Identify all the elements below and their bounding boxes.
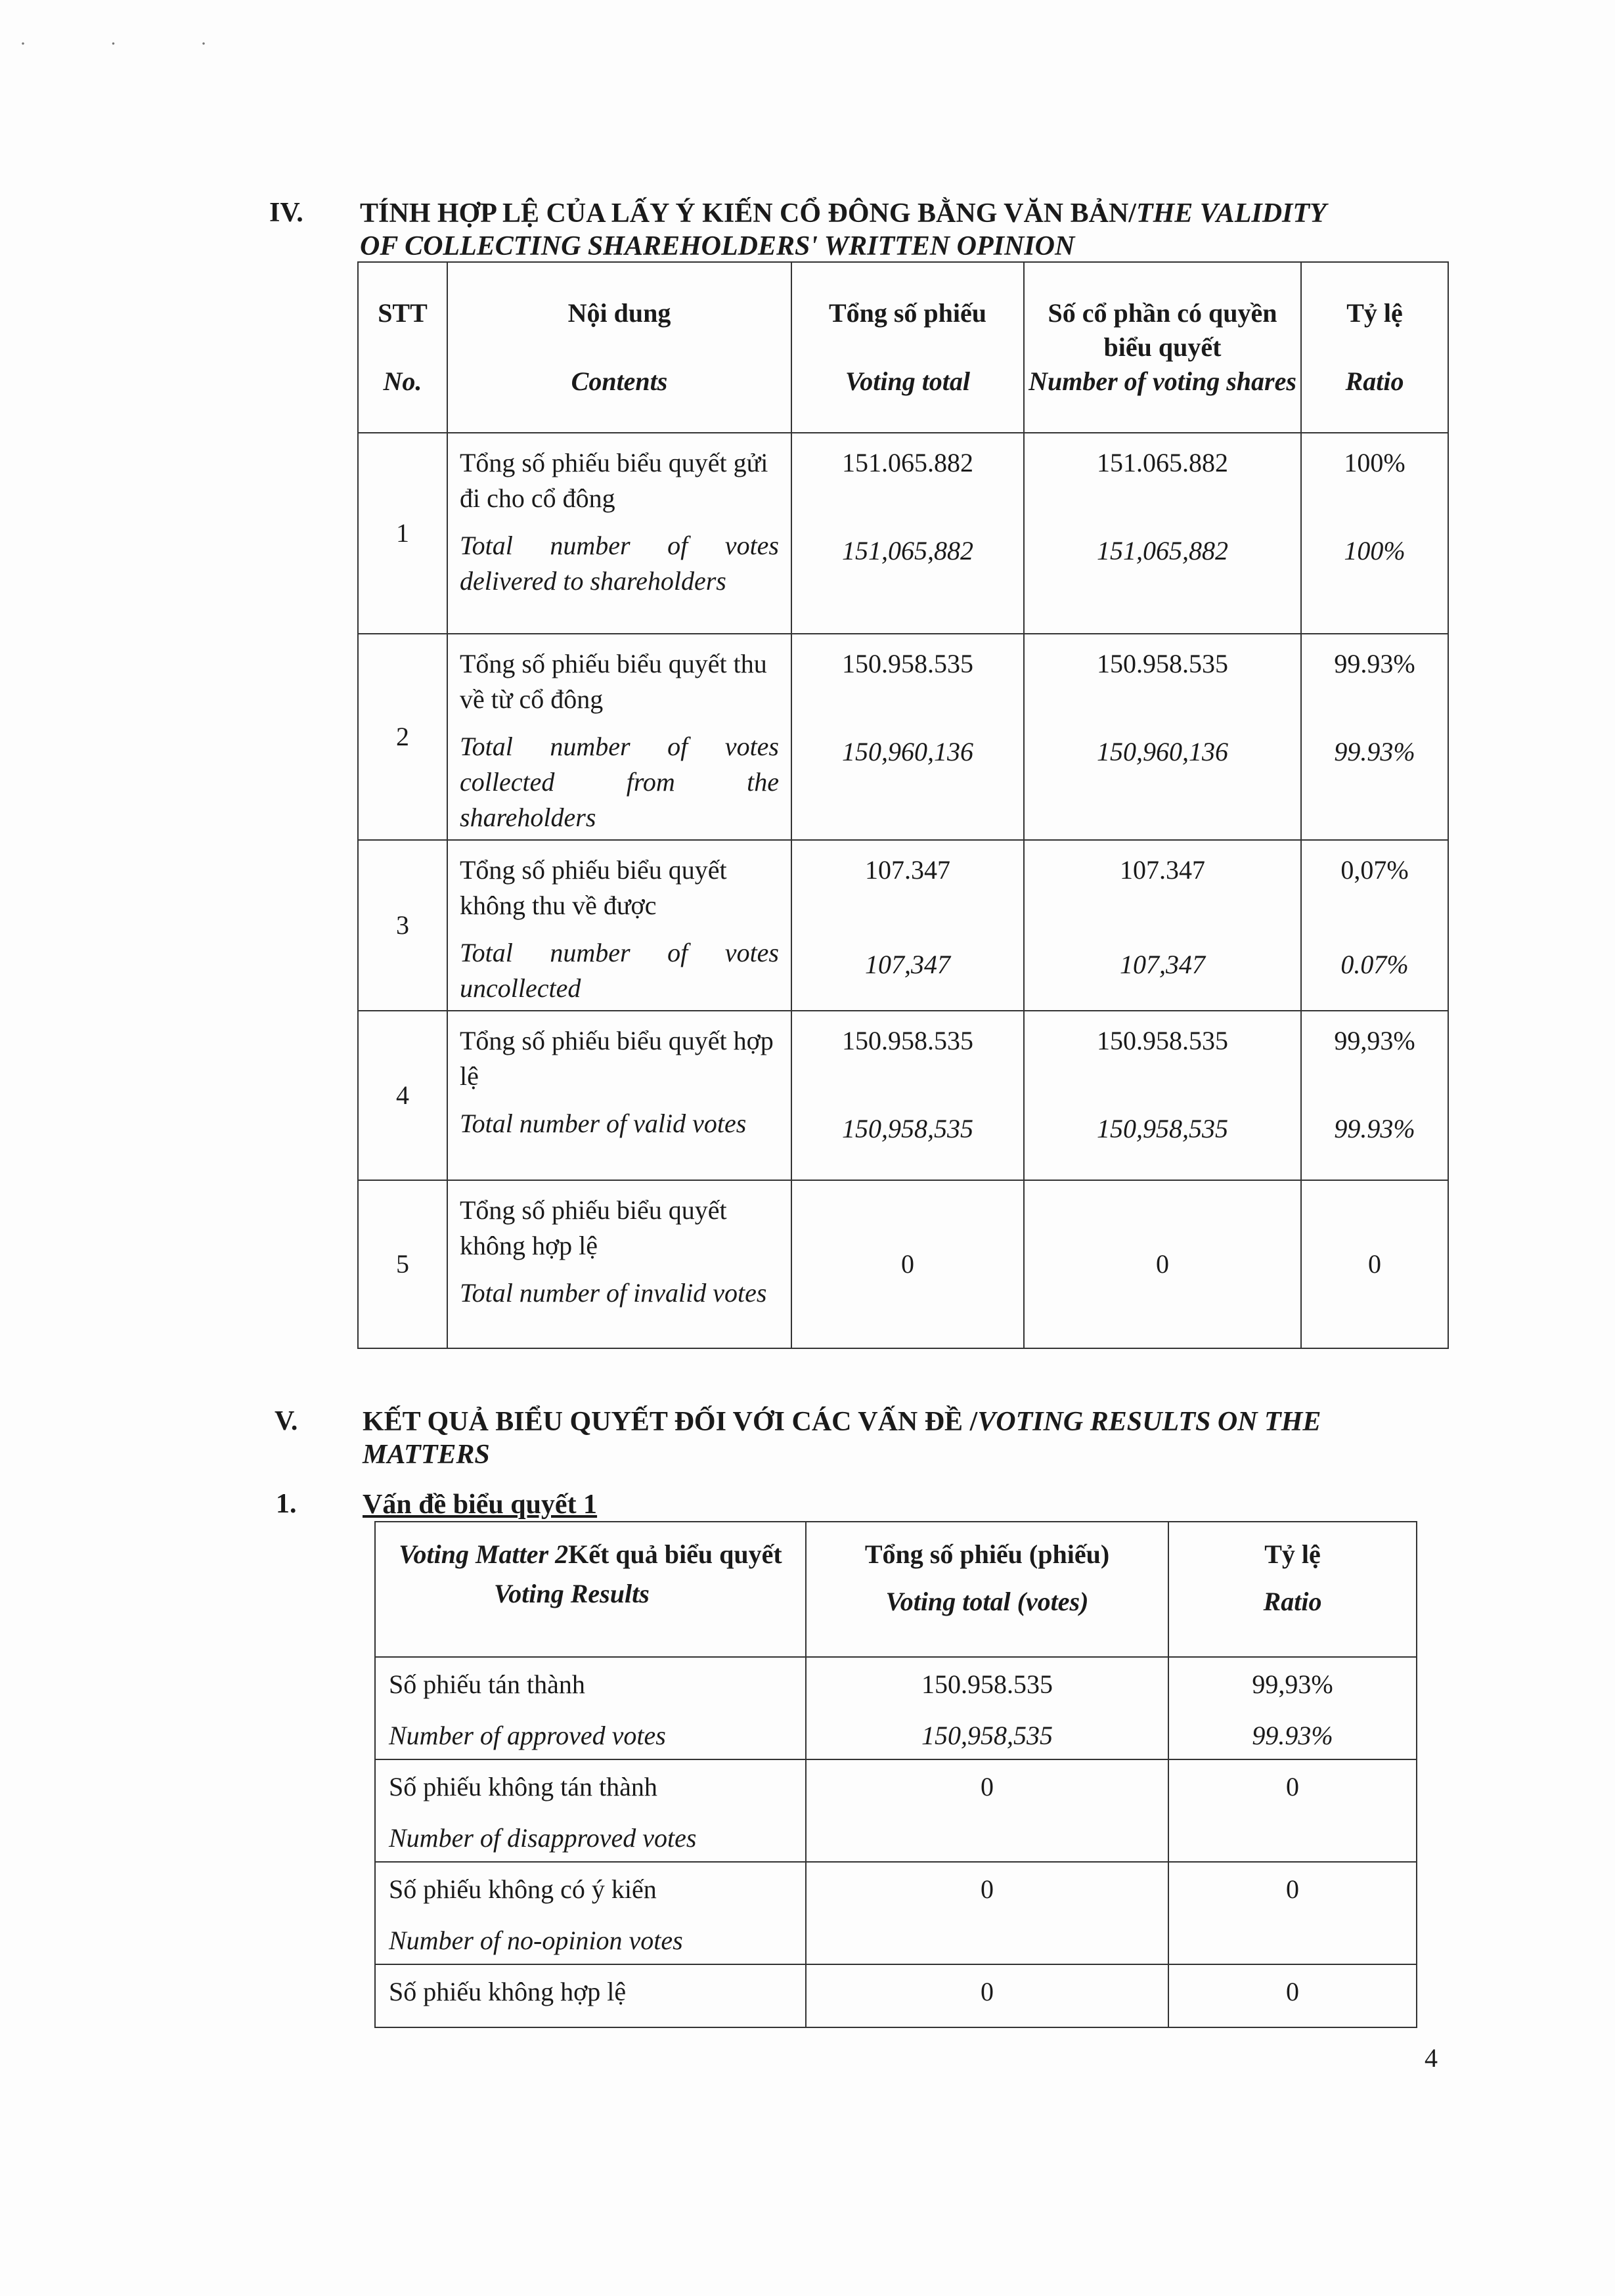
section-5-title-en-1: VOTING RESULTS ON THE — [977, 1407, 1321, 1437]
table-row — [358, 433, 1448, 634]
row-voting-total: 150.958.535 150,960,136 — [791, 634, 1024, 840]
table-row — [358, 634, 1448, 840]
table-row — [375, 1964, 1417, 2027]
row-voting-total: 150.958.535 150,958,535 — [806, 1657, 1168, 1759]
header-stt: STT No. — [358, 262, 447, 433]
row-label: Số phiếu không có ý kiến Number of no-opinion votes — [375, 1862, 806, 1964]
row-ratio: 0 — [1168, 1964, 1417, 2027]
row-content: Tổng số phiếu biểu quyết hợp lệ Total number of valid votes — [447, 1011, 791, 1180]
section-4-title-en-2: OF COLLECTING SHAREHOLDERS' WRITTEN OPINION — [360, 231, 1075, 261]
page-number: 4 — [1425, 2043, 1438, 2073]
row-voting-total: 0 — [806, 1759, 1168, 1862]
subsection-number: 1. — [276, 1489, 297, 1519]
results-header-row — [375, 1522, 1417, 1657]
row-content: Tổng số phiếu biểu quyết không hợp lệ Total number of invalid votes — [447, 1180, 791, 1348]
row-content: Tổng số phiếu biểu quyết không thu về được Total number of votes uncollected — [447, 840, 791, 1011]
section-5-number: V. — [275, 1406, 298, 1436]
validity-table — [357, 261, 1449, 1349]
row-voting-shares: 151.065.882 151,065,882 — [1024, 433, 1301, 634]
row-voting-shares: 150.958.535 150,960,136 — [1024, 634, 1301, 840]
row-ratio: 99.93% 99.93% — [1301, 634, 1448, 840]
row-voting-shares: 150.958.535 150,958,535 — [1024, 1011, 1301, 1180]
header-voting-total: Tổng số phiếu (phiếu) Voting total (votes) — [806, 1522, 1168, 1657]
header-voting-results: Voting Matter 2Kết quả biểu quyết Voting Results — [375, 1522, 806, 1657]
table-row — [358, 1180, 1448, 1348]
row-ratio: 0,07% 0.07% — [1301, 840, 1448, 1011]
section-5-title — [363, 1405, 1466, 1471]
row-number: 4 — [358, 1011, 447, 1180]
row-number: 1 — [358, 433, 447, 634]
section-5-title-en-2: MATTERS — [363, 1440, 490, 1470]
scan-marks: · · · — [20, 33, 246, 55]
row-label: Số phiếu không hợp lệ — [375, 1964, 806, 2027]
header-ratio: Tỷ lệ Ratio — [1168, 1522, 1417, 1657]
row-label: Số phiếu tán thành Number of approved votes — [375, 1657, 806, 1759]
row-content: Tổng số phiếu biểu quyết thu về từ cổ đông Total number of votes collected from the shareholders — [447, 634, 791, 840]
section-4-number: IV. — [269, 198, 303, 228]
row-voting-total: 150.958.535 150,958,535 — [791, 1011, 1024, 1180]
section-4-title-vi: TÍNH HỢP LỆ CỦA LẤY Ý KIẾN CỔ ĐÔNG BẰNG VĂN BẢN/ — [360, 198, 1136, 229]
row-content: Tổng số phiếu biểu quyết gửi đi cho cổ đông Total number of votes delivered to shareholders — [447, 433, 791, 634]
row-voting-total: 107.347 107,347 — [791, 840, 1024, 1011]
row-ratio: 0 — [1168, 1759, 1417, 1862]
header-ratio: Tỷ lệ Ratio — [1301, 262, 1448, 433]
header-voting-total: Tổng số phiếu Voting total — [791, 262, 1024, 433]
table-row — [375, 1657, 1417, 1759]
section-5-title-vi: KẾT QUẢ BIỂU QUYẾT ĐỐI VỚI CÁC VẤN ĐỀ / — [363, 1407, 978, 1437]
row-ratio: 99,93% 99.93% — [1301, 1011, 1448, 1180]
row-voting-total: 0 — [791, 1180, 1024, 1348]
row-number: 5 — [358, 1180, 447, 1348]
row-voting-shares: 107.347 107,347 — [1024, 840, 1301, 1011]
row-number: 3 — [358, 840, 447, 1011]
row-label: Số phiếu không tán thành Number of disapproved votes — [375, 1759, 806, 1862]
header-contents: Nội dung Contents — [447, 262, 791, 433]
row-number: 2 — [358, 634, 447, 840]
section-4-title — [360, 197, 1463, 263]
table-row — [358, 1011, 1448, 1180]
row-voting-shares: 0 — [1024, 1180, 1301, 1348]
voting-results-table — [374, 1521, 1417, 2028]
section-4-title-en-1: THE VALIDITY — [1136, 198, 1327, 229]
row-ratio: 0 — [1301, 1180, 1448, 1348]
row-voting-total: 0 — [806, 1862, 1168, 1964]
table-row — [375, 1862, 1417, 1964]
row-ratio: 99,93% 99.93% — [1168, 1657, 1417, 1759]
row-ratio: 100% 100% — [1301, 433, 1448, 634]
row-voting-total: 0 — [806, 1964, 1168, 2027]
row-ratio: 0 — [1168, 1862, 1417, 1964]
table-row — [358, 840, 1448, 1011]
row-voting-total: 151.065.882 151,065,882 — [791, 433, 1024, 634]
validity-header-row — [358, 262, 1448, 433]
table-row — [375, 1759, 1417, 1862]
header-voting-shares: Số cổ phần có quyền biểu quyết Number of voting shares — [1024, 262, 1301, 433]
subsection-title: Vấn đề biểu quyết 1 — [363, 1490, 598, 1520]
